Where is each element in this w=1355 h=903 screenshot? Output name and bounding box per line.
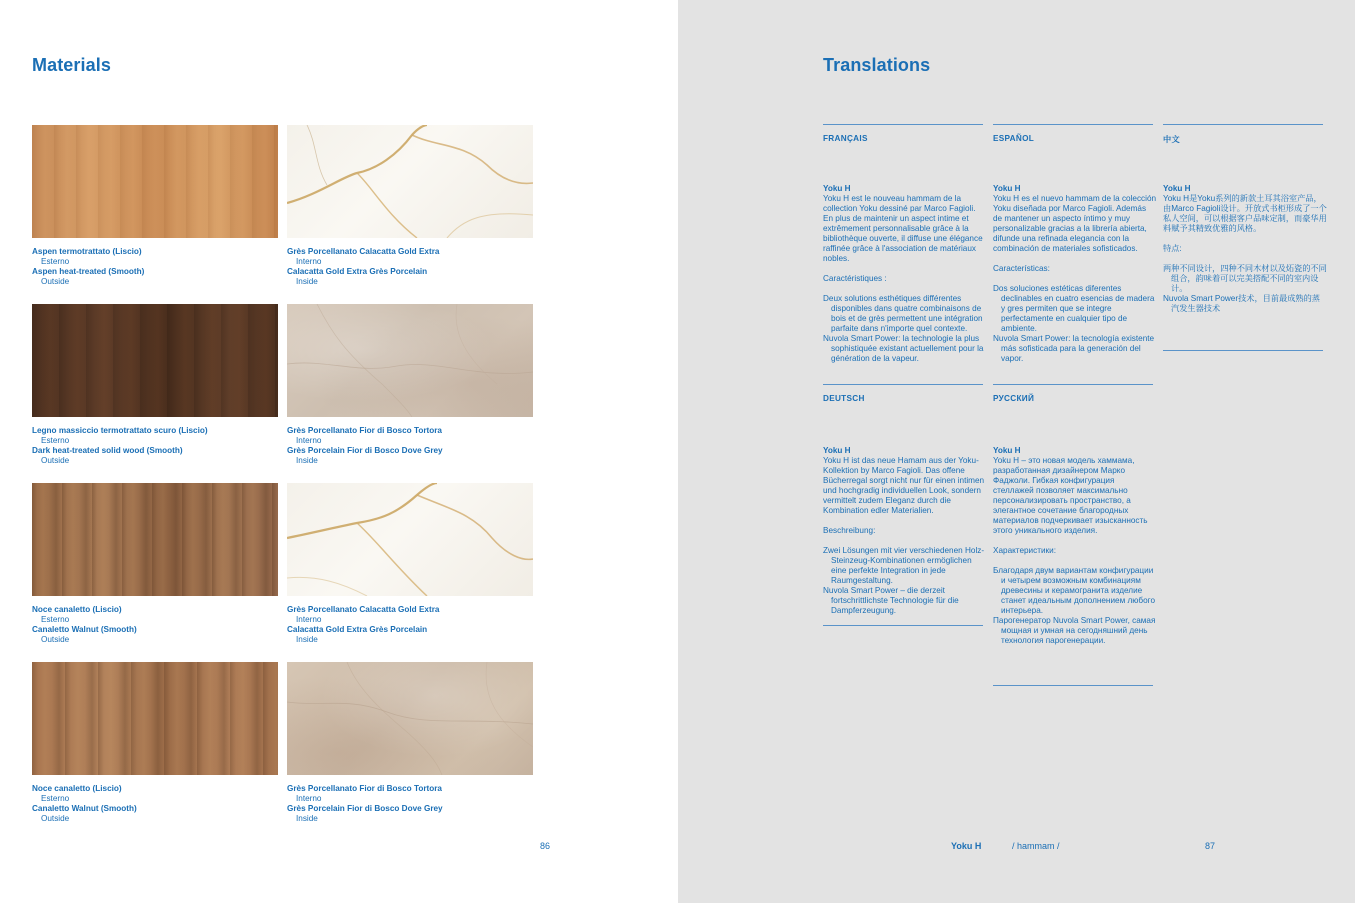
swatch-caption: Aspen termotrattato (Liscio) Esterno Aspen heat-treated (Smooth) Outside [32, 247, 145, 286]
swatch-caption: Noce canaletto (Liscio) Esterno Canaletto Walnut (Smooth) Outside [32, 784, 137, 823]
swatch-caption: Grès Porcellanato Fior di Bosco Tortora Interno Grès Porcelain Fior di Bosco Dove Grey Inside [287, 426, 443, 465]
column-rule [1163, 124, 1323, 125]
swatch-caption: Noce canaletto (Liscio) Esterno Canaletto Walnut (Smooth) Outside [32, 605, 137, 644]
translations-page [678, 0, 1355, 903]
swatch-caption: Legno massiccio termotrattato scuro (Liscio) Esterno Dark heat-treated solid wood (Smooth) Outside [32, 426, 208, 465]
swatch-caption: Grès Porcellanato Fior di Bosco Tortora Interno Grès Porcelain Fior di Bosco Dove Grey Inside [287, 784, 443, 823]
swatch-calacatta-marble [287, 125, 533, 238]
translation-french: Yoku H Yoku H est le nouveau hammam de la collection Yoku dessiné par Marco Fagioli. En plus de maintenir un aspect intime et extrêmement personnalisable grâce à la bibliothèque ouverte, il diffuse une élégance raffinée grâce à l'association de matériaux nobles. Caractéristiques : Deux solutions esthétiques différentes disponibles dans quatre combinaisons de bois et de grès permettent une intégration parfaite dans n'importe quel contexte. Nuvola Smart Power: la technologie la plus sophistiquée existant actuellement pour la génération de la vapeur. [823, 184, 984, 363]
language-label-spanish: ESPAÑOL [993, 134, 1035, 143]
page-title: Translations [823, 55, 931, 75]
column-rule [993, 685, 1153, 686]
footer-product-name: Yoku H [951, 841, 982, 851]
swatch-dark-wood [32, 304, 278, 417]
language-label-russian: РУССКИЙ [993, 394, 1035, 403]
swatch-caption: Grès Porcellanato Calacatta Gold Extra Interno Calacatta Gold Extra Grès Porcelain Inside [287, 247, 440, 286]
column-rule [823, 384, 983, 385]
language-label-french: FRANÇAIS [823, 134, 868, 143]
swatch-caption: Grès Porcellanato Calacatta Gold Extra Interno Calacatta Gold Extra Grès Porcelain Inside [287, 605, 440, 644]
translation-german: Yoku H Yoku H ist das neue Hamam aus der Yoku-Kollektion by Marco Fagioli. Das offene Bücherregal sorgt nicht nur für einen intimen und hochgradig individuellen Look, sondern vermittelt zudem Eleganz durch die Kombination edler Materialien. Beschreibung: Zwei Lösungen mit vier verschiedenen Holz-Steinzeug-Kombinationen ermöglichen eine perfekte Integration in jede Raumgestaltung. Nuvola Smart Power – die derzeit fortschrittlichste Technologie für die Dampferzeugung. [823, 446, 985, 615]
swatch-dove-grey-stone [287, 662, 533, 775]
language-label-german: DEUTSCH [823, 394, 865, 403]
swatch-walnut-wood [32, 483, 278, 596]
column-rule [993, 384, 1153, 385]
column-rule [823, 124, 983, 125]
page-number: 86 [540, 841, 551, 851]
column-rule [823, 625, 983, 626]
swatch-calacatta-marble [287, 483, 533, 596]
footer-category: / hammam / [1012, 841, 1060, 851]
language-label-chinese: 中文 [1163, 135, 1180, 144]
page-number: 87 [1205, 841, 1216, 851]
swatch-aspen-wood [32, 125, 278, 238]
translation-spanish: Yoku H Yoku H es el nuevo hammam de la colección Yoku diseñada por Marco Fagioli. Además de mantener un aspecto íntimo y muy personalizable gracias a la librería abierta, difunde una refinada elegancia con la combinación de materiales sofisticados. Características: Dos soluciones estéticas diferentes declinables en cuatro esencias de madera y gres permiten que se integre perfectamente en cualquier tipo de ambiente. Nuvola Smart Power: la tecnología existente más sofisticada para la generación del vapor. [993, 184, 1157, 363]
translation-chinese: Yoku H Yoku H是Yoku系列的新款土耳其浴室产品，由Marco Fagioli设计。开放式书柜形成了一个私人空间，可以根据客户品味定制，而豪华用料赋予其精致优雅的风格。 特点: 两种不同设计，四种不同木材以及炻瓷的不同组合，韵味着可以完美搭配不同的室内设计。 Nuvola Smart Power技术，目前最成熟的蒸汽发生器技术 [1163, 184, 1327, 313]
page-title: Materials [32, 55, 111, 75]
translation-russian: Yoku H Yoku H – это новая модель хаммама, разработанная дизайнером Марко Фаджоли. Гибкая конфигурация стеллажей позволяет максимально персонализировать пространство, а элегантное сочетание благородных материалов подчеркивает изысканность этого уникального изделия. Характеристики: Благодаря двум вариантам конфигурации и четырем возможным комбинациям древесины и керамогранита изделие станет идеальным дополнением любого интерьера. Парогенератор Nuvola Smart Power, самая мощная и умная на сегодняшний день технология парогенерации. [993, 446, 1156, 645]
swatch-dove-grey-stone [287, 304, 533, 417]
swatch-walnut-wood [32, 662, 278, 775]
column-rule [993, 124, 1153, 125]
column-rule [1163, 350, 1323, 351]
